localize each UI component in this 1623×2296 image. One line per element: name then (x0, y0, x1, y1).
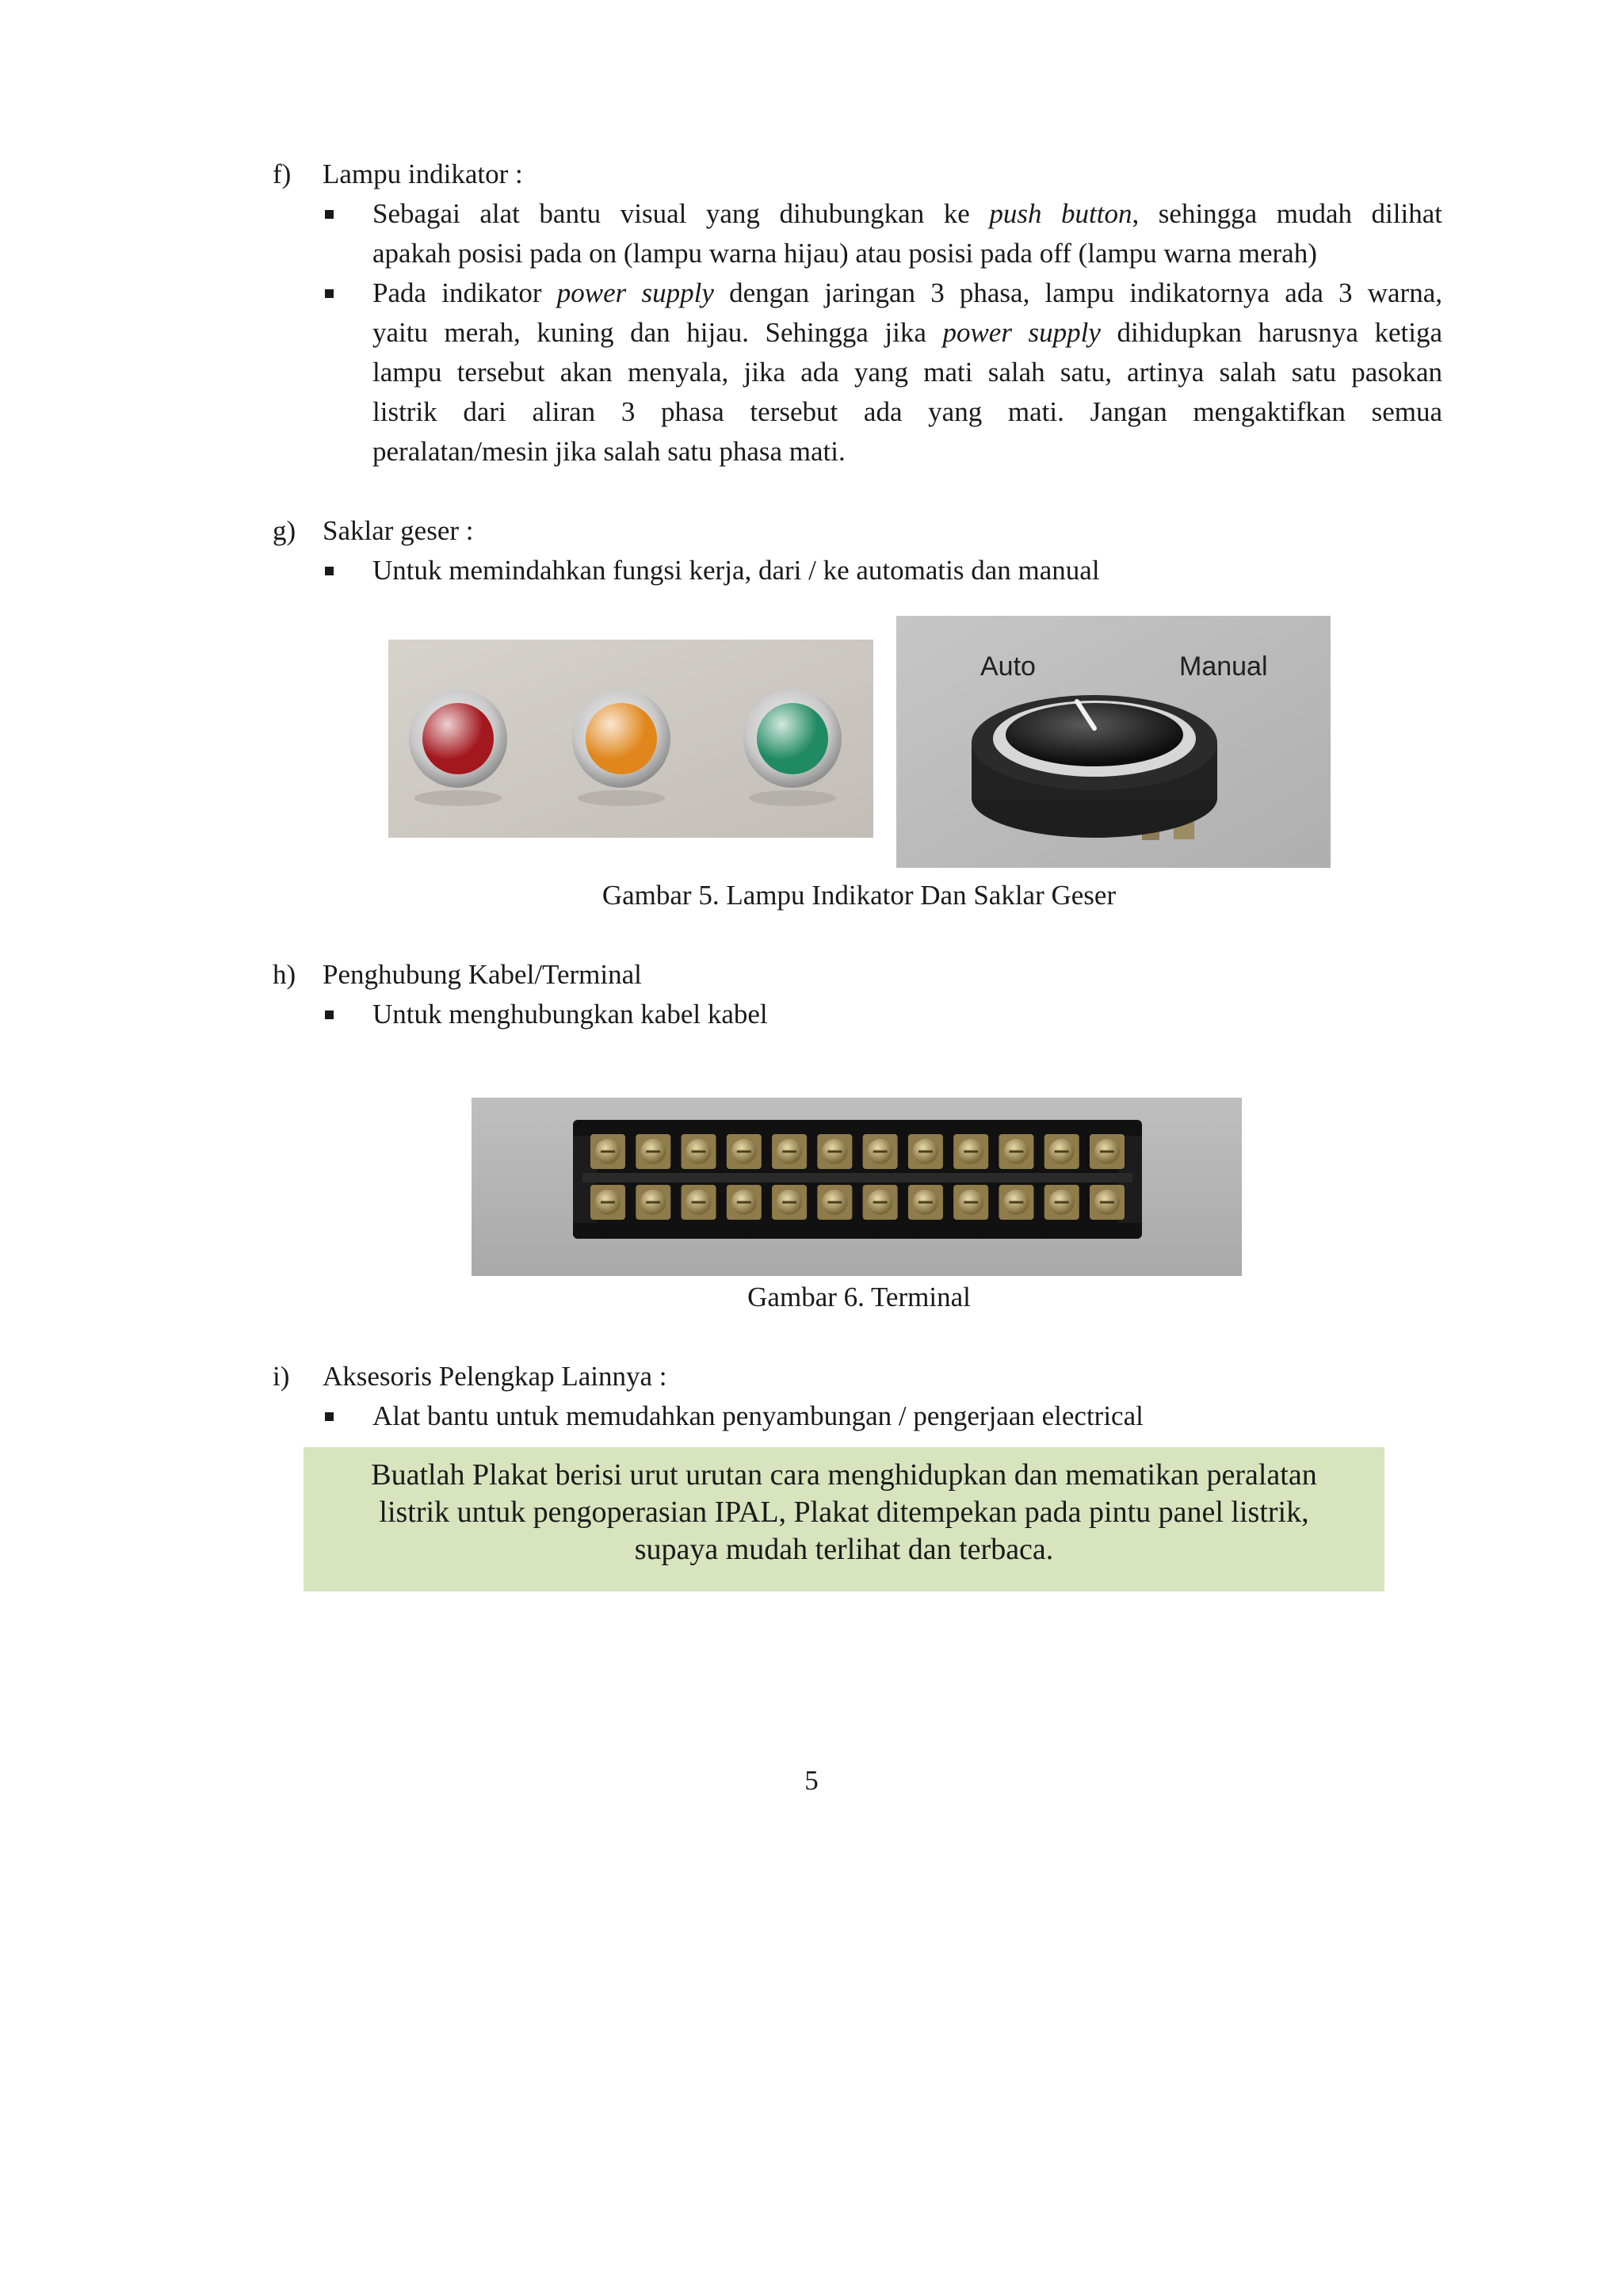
section-g-label: g) (273, 515, 296, 546)
section-h-label: h) (273, 959, 296, 990)
bullet-marker (325, 1412, 334, 1421)
instruction-callout (304, 1447, 1384, 1591)
switch-label-auto: Auto (980, 651, 1036, 682)
section-h-bullet-1: Untuk menghubungkan kabel kabel (372, 999, 768, 1030)
bullet-marker (325, 1010, 334, 1019)
section-i-bullet-1: Alat bantu untuk memudahkan penyambungan / pengerjaan electrical (372, 1400, 1144, 1431)
terminal-block-photo (472, 1098, 1242, 1276)
callout-line: supaya mudah terlihat dan terbaca. (634, 1533, 1054, 1566)
figure-5-caption: Gambar 5. Lampu Indikator Dan Saklar Geser (601, 880, 1117, 911)
bullet-marker (325, 567, 334, 575)
section-f-title: Lampu indikator : (323, 159, 523, 189)
bullet-marker (325, 289, 334, 298)
section-f-label: f) (273, 159, 292, 189)
figure-6-caption: Gambar 6. Terminal (747, 1282, 971, 1312)
section-g-title: Saklar geser : (323, 515, 474, 546)
section-f-bullet-2: Pada indikator power supply dengan jaringan 3 phasa, lampu indikatornya ada 3 warna, yaitu merah, kuning dan hijau. Sehingga jika power supply dihidupkan harusnya ketiga lampu tersebut akan menyala, jika ada yang mati salah satu, artinya salah satu pasokan listrik dari aliran 3 phasa tersebut ada yang mati. Jangan mengaktifkan semua peralatan/mesin jika salah satu phasa mati. (372, 277, 1442, 467)
section-g-bullet-1: Untuk memindahkan fungsi kerja, dari / ke automatis dan manual (372, 555, 1100, 586)
page-number: 5 (804, 1765, 819, 1796)
switch-label-manual: Manual (1179, 651, 1268, 682)
section-i-title: Aksesoris Pelengkap Lainnya : (323, 1361, 667, 1392)
section-h-title: Penghubung Kabel/Terminal (323, 959, 642, 990)
section-i-label: i) (273, 1361, 290, 1392)
callout-line: listrik untuk pengoperasian IPAL, Plakat ditempekan pada pintu panel listrik, (379, 1496, 1309, 1529)
selector-switch-photo (896, 616, 1331, 868)
callout-line: Buatlah Plakat berisi urut urutan cara menghidupkan dan mematikan peralatan (371, 1458, 1317, 1492)
bullet-marker (325, 210, 334, 219)
indicator-lamps-photo (388, 640, 873, 838)
section-f-bullet-1: Sebagai alat bantu visual yang dihubungkan ke push button, sehingga mudah dilihat apakah posisi pada on (lampu warna hijau) atau posisi pada off (lampu warna merah) (372, 198, 1442, 269)
